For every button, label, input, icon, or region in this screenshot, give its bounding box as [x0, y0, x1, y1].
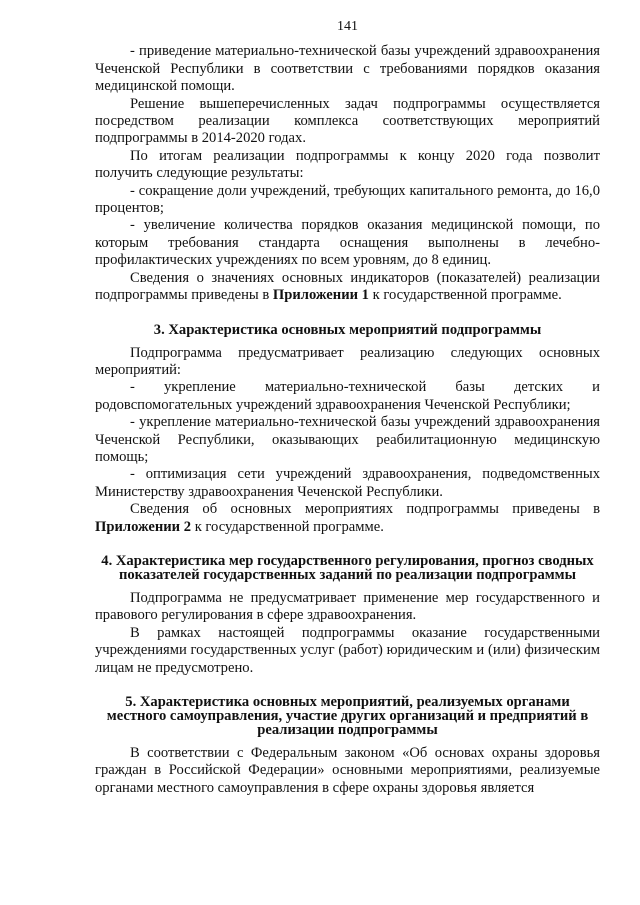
paragraph: - оптимизация сети учреждений здравоохранения, подведомственных Министерству здравоохранения Чеченской Республики. [95, 466, 600, 500]
section-heading: 4. Характеристика мер государственного регулирования, прогноз сводных показателей государственных заданий по реализации подпрограммы [101, 552, 594, 583]
page-number: 141 [337, 19, 358, 34]
paragraph-appendix-ref [95, 270, 600, 305]
paragraph: По итогам реализации подпрограммы к концу 2020 года позволит получить следующие результаты: [95, 147, 600, 182]
paragraph: Решение вышеперечисленных задач подпрограммы осуществляется посредством реализации комплекса соответствующих мероприятий подпрограммы в 2014-2020 годах. [95, 95, 600, 147]
paragraph: - укрепление материально-технической базы детских и родовспомогательных учреждений здравоохранения Чеченской Республики; [95, 379, 600, 413]
paragraph: - сокращение доли учреждений, требующих капитального ремонта, до 16,0 процентов; [95, 182, 600, 217]
paragraph: - увеличение количества порядков оказания медицинской помощи, по которым требования стандарта оснащения выполнены в лечебно-профилактических учреждениях по всем уровням, до 8 единиц. [95, 217, 600, 269]
paragraph: Подпрограмма не предусматривает применение мер государственного и правового регулирования в сфере здравоохранения. [95, 589, 600, 624]
paragraph: В соответствии с Федеральным законом «Об основах охраны здоровья граждан в Российской Федерации» основными мероприятиями, реализуемые органами местного самоуправления в сфере охраны здоровья является [95, 745, 600, 796]
paragraph: Подпрограмма предусматривает реализацию следующих основных мероприятий: [95, 344, 600, 378]
paragraph: В рамках настоящей подпрограммы оказание государственными учреждениями государственных услуг (работ) юридическим и (или) физическим лицам не предусмотрено. [95, 624, 600, 676]
text-span: к государственной программе. [368, 287, 562, 304]
text-span: Сведения об основных мероприятиях подпрограммы приведены в [130, 501, 600, 518]
paragraph: - приведение материально-технической базы учреждений здравоохранения Чеченской Республики в соответствии с требованиями порядков оказания медицинской помощи. [95, 43, 600, 95]
paragraph-appendix-ref [95, 501, 600, 536]
text-span: Сведения о значениях основных индикаторов (показателей) реализации подпрограммы приведены в [95, 269, 600, 304]
paragraph: - укрепление материально-технической базы учреждений здравоохранения Чеченской Республики, оказывающих реабилитационную медицинскую помощь; [95, 414, 600, 465]
document-page [95, 18, 600, 797]
appendix-link-text: Приложении 1 [272, 287, 369, 304]
section-heading: 3. Характеристика основных мероприятий подпрограммы [153, 321, 542, 338]
appendix-link-text: Приложении 2 [95, 518, 192, 535]
section-heading: 5. Характеристика основных мероприятий, реализуемых органами местного самоуправления, участие других организаций и предприятий в реализации подпрограммы [106, 694, 589, 738]
text-span: к государственной программе. [191, 518, 384, 535]
